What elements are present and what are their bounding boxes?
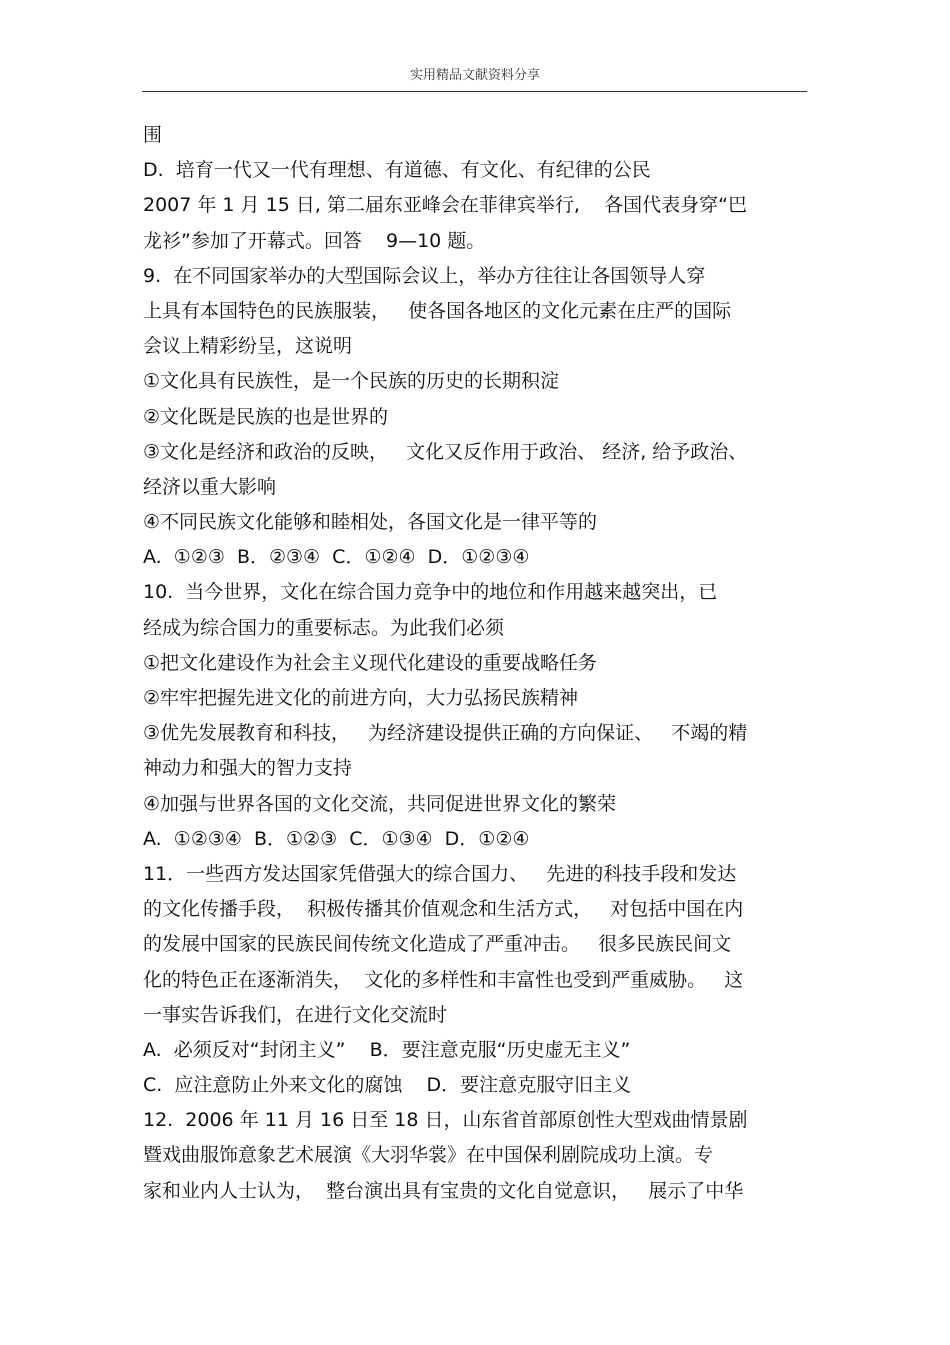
text-line: 2007 年 1 月 15 日, 第二届东亚峰会在菲律宾举行, 各国代表身穿“巴 [143, 194, 747, 217]
text-line: 围 [143, 124, 163, 146]
text-line: 9. 在不同国家举办的大型国际会议上，举办方往往让各国领导人穿 [143, 264, 706, 287]
text-line: 一事实告诉我们，在进行文化交流时 [143, 1003, 448, 1026]
text-line: 家和业内人士认为， 整台演出具有宝贵的文化自觉意识， 展示了中华 [143, 1179, 744, 1202]
text-line: ③文化是经济和政治的反映， 文化又反作用于政治、 经济, 给予政治、 [143, 440, 748, 463]
header-divider [142, 91, 807, 92]
text-line: A. ①②③ B．②③④ C．①②④ D．①②③④ [143, 546, 530, 569]
text-line: ③优先发展教育和科技， 为经济建设提供正确的方向保证、 不竭的精 [143, 722, 748, 745]
text-line: 上具有本国特色的民族服装， 使各国各地区的文化元素在庄严的国际 [143, 299, 732, 322]
text-line: ①文化具有民族性，是一个民族的历史的长期积淀 [143, 370, 560, 393]
text-line: 龙衫”参加了开幕式。回答 9—10 题。 [143, 229, 486, 252]
text-line: 10. 当今世界，文化在综合国力竞争中的地位和作用越来越突出，已 [143, 581, 718, 604]
page-header: 实用精品文献资料分享 [409, 68, 540, 83]
text-line: 神动力和强大的智力支持 [143, 757, 353, 780]
text-line: 暨戏曲服饰意象艺术展演《大羽华裳》在中国保利剧院成功上演。专 [143, 1144, 714, 1167]
text-line: 11．一些西方发达国家凭借强大的综合国力、 先进的科技手段和发达 [143, 862, 737, 885]
text-line: ②牢牢把握先进文化的前进方向，大力弘扬民族精神 [143, 687, 579, 709]
text-line: ②文化既是民族的也是世界的 [143, 405, 389, 428]
text-line: ④不同民族文化能够和睦相处，各国文化是一律平等的 [143, 511, 598, 534]
document-body [143, 118, 813, 1209]
text-line: ④加强与世界各国的文化交流，共同促进世界文化的繁荣 [143, 792, 617, 815]
text-line: 的文化传播手段， 积极传播其价值观念和生活方式， 对包括中国在内 [143, 898, 744, 921]
text-line: 化的特色正在逐渐消失， 文化的多样性和丰富性也受到严重威胁。 这 [143, 968, 744, 991]
text-line: 12. 2006 年 11 月 16 日至 18 日，山东省首部原创性大型戏曲情景剧 [143, 1109, 748, 1132]
text-line: 经成为综合国力的重要标志。为此我们必须 [143, 616, 505, 639]
text-line: 经济以重大影响 [143, 475, 277, 498]
text-line: A. 必须反对“封闭主义” B．要注意克服“历史虚无主义” [143, 1038, 631, 1061]
text-line: 会议上精彩纷呈，这说明 [143, 335, 353, 358]
text-line: D. 培育一代又一代有理想、有道德、有文化、有纪律的公民 [143, 159, 651, 182]
text-line: 的发展中国家的民族民间传统文化造成了严重冲击。 很多民族民间文 [143, 933, 732, 956]
text-line: ①把文化建设作为社会主义现代化建设的重要战略任务 [143, 651, 598, 674]
text-line: C. 应注意防止外来文化的腐蚀 D．要注意克服守旧主义 [143, 1074, 632, 1097]
text-line: A. ①②③④ B．①②③ C．①③④ D．①②④ [143, 827, 530, 850]
